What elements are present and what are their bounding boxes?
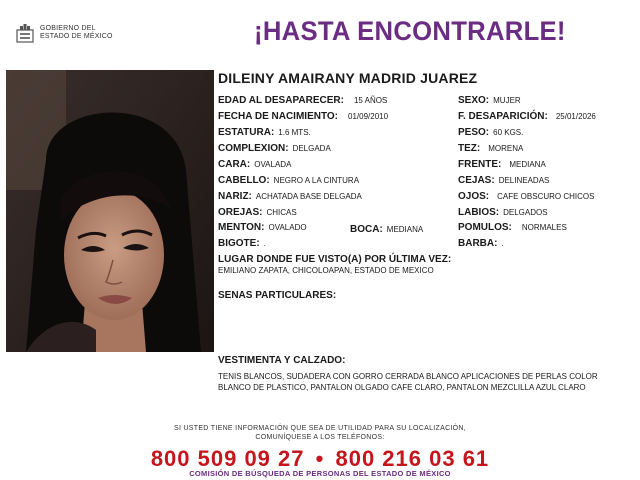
field-value: OVALADA [254, 160, 292, 169]
field-ojos [458, 191, 594, 202]
field-label: FECHA DE NACIMIENTO: [218, 111, 338, 122]
field-value: MEDIANA [509, 160, 546, 169]
field-value: CAFE OBSCURO CHICOS [497, 192, 595, 201]
field-complexion [218, 143, 331, 154]
field-tez [458, 143, 523, 154]
field-value: 15 AÑOS [353, 96, 388, 105]
field-value: ACHATADA BASE DELGADA [255, 192, 362, 201]
field-labios [458, 207, 548, 218]
field-label: BIGOTE: [218, 238, 260, 249]
field-label: F. DESAPARICIÓN: [458, 111, 548, 122]
field-nariz [218, 191, 362, 202]
field-label: COMPLEXION: [218, 143, 289, 154]
field-cara [218, 159, 291, 170]
field-estatura [218, 127, 311, 138]
phone-separator: • [315, 446, 325, 471]
field-label: CABELLO: [218, 175, 270, 186]
commission-name: COMISIÓN DE BÚSQUEDA DE PERSONAS DEL ESTADO DE MÉXICO [189, 469, 451, 478]
field-label: MENTON: [218, 222, 265, 233]
field-cabello [218, 175, 359, 186]
field-value: . [501, 239, 504, 248]
field-value: MUJER [493, 96, 521, 105]
field-peso [458, 127, 523, 138]
clothing-value: TENIS BLANCOS, SUDADERA CON GORRO CERRADA BLANCO APLICACIONES DE PERLAS COLOR BLANCO DE PLASTICO, PANTALON OLGADO CAFE CLARO, PANTALON MEZCLILLA AZUL CLARO [218, 372, 598, 392]
field-value: . [263, 239, 266, 248]
field-bigote [218, 238, 266, 249]
field-value: CHICAS [266, 208, 297, 217]
field-value: NORMALES [521, 223, 567, 232]
field-label: CARA: [218, 159, 251, 170]
gov-line-1: GOBIERNO DEL [40, 25, 96, 32]
field-value: DELINEADAS [498, 176, 550, 185]
field-sexo [458, 95, 521, 106]
field-label: BARBA: [458, 238, 498, 249]
person-name: DILEINY AMAIRANY MADRID JUAREZ [218, 70, 478, 86]
senas-label: SENAS PARTICULARES: [218, 290, 337, 301]
missing-person-photo [6, 70, 214, 352]
field-label: OREJAS: [218, 207, 263, 218]
info-line-2: COMUNÍQUESE A LOS TELÉFONOS: [255, 434, 385, 441]
state-emblem-icon [14, 22, 36, 44]
field-label: TEZ: [458, 143, 481, 154]
field-label: EDAD AL DESAPARECER: [218, 95, 344, 106]
field-value: DELGADOS [503, 208, 548, 217]
headline: ¡HASTA ENCONTRARLE! [254, 16, 566, 46]
field-value: MEDIANA [386, 225, 424, 234]
field-pomulos [458, 222, 567, 233]
field-value: MORENA [488, 144, 524, 153]
field-label: PESO: [458, 127, 490, 138]
government-brand [14, 22, 113, 44]
field-cejas [458, 175, 549, 186]
field-label: ESTATURA: [218, 127, 275, 138]
field-value: 1.6 MTS. [278, 128, 311, 137]
info-line-1: SI USTED TIENE INFORMACIÓN QUE SEA DE UTILIDAD PARA SU LOCALIZACIÓN, [173, 425, 467, 432]
field-f-desaparicion [458, 111, 596, 122]
field-fecha-nacimiento [218, 111, 388, 122]
field-value: 01/09/2010 [348, 112, 389, 121]
gov-line-2: ESTADO DE MÉXICO [40, 33, 113, 40]
field-barba [458, 238, 504, 249]
field-label: LABIOS: [458, 207, 500, 218]
field-orejas [218, 207, 297, 218]
field-edad [218, 95, 387, 106]
field-boca [350, 224, 423, 235]
field-label: BOCA: [350, 224, 383, 235]
last-seen-label: LUGAR DONDE FUE VISTO(A) POR ÚLTIMA VEZ: [218, 254, 452, 265]
last-seen-value: EMILIANO ZAPATA, CHICOLOAPAN, ESTADO DE MEXICO [218, 266, 434, 275]
field-label: SEXO: [458, 95, 490, 106]
field-label: FRENTE: [458, 159, 502, 170]
phone-1[interactable]: 800 509 09 27 [150, 446, 305, 471]
field-label: OJOS: [458, 191, 490, 202]
field-label: CEJAS: [458, 175, 495, 186]
field-value: 60 KGS. [493, 128, 524, 137]
field-frente [458, 159, 546, 170]
field-menton [218, 222, 307, 233]
clothing-label: VESTIMENTA Y CALZADO: [218, 355, 346, 366]
field-value: DELGADA [292, 144, 331, 153]
field-value: 25/01/2026 [555, 112, 596, 121]
government-name [40, 25, 113, 41]
phone-2[interactable]: 800 216 03 61 [335, 446, 490, 471]
field-value: NEGRO A LA CINTURA [273, 176, 360, 185]
field-label: POMULOS: [458, 222, 512, 233]
field-value: OVALADO [268, 223, 307, 232]
field-label: NARIZ: [218, 191, 252, 202]
